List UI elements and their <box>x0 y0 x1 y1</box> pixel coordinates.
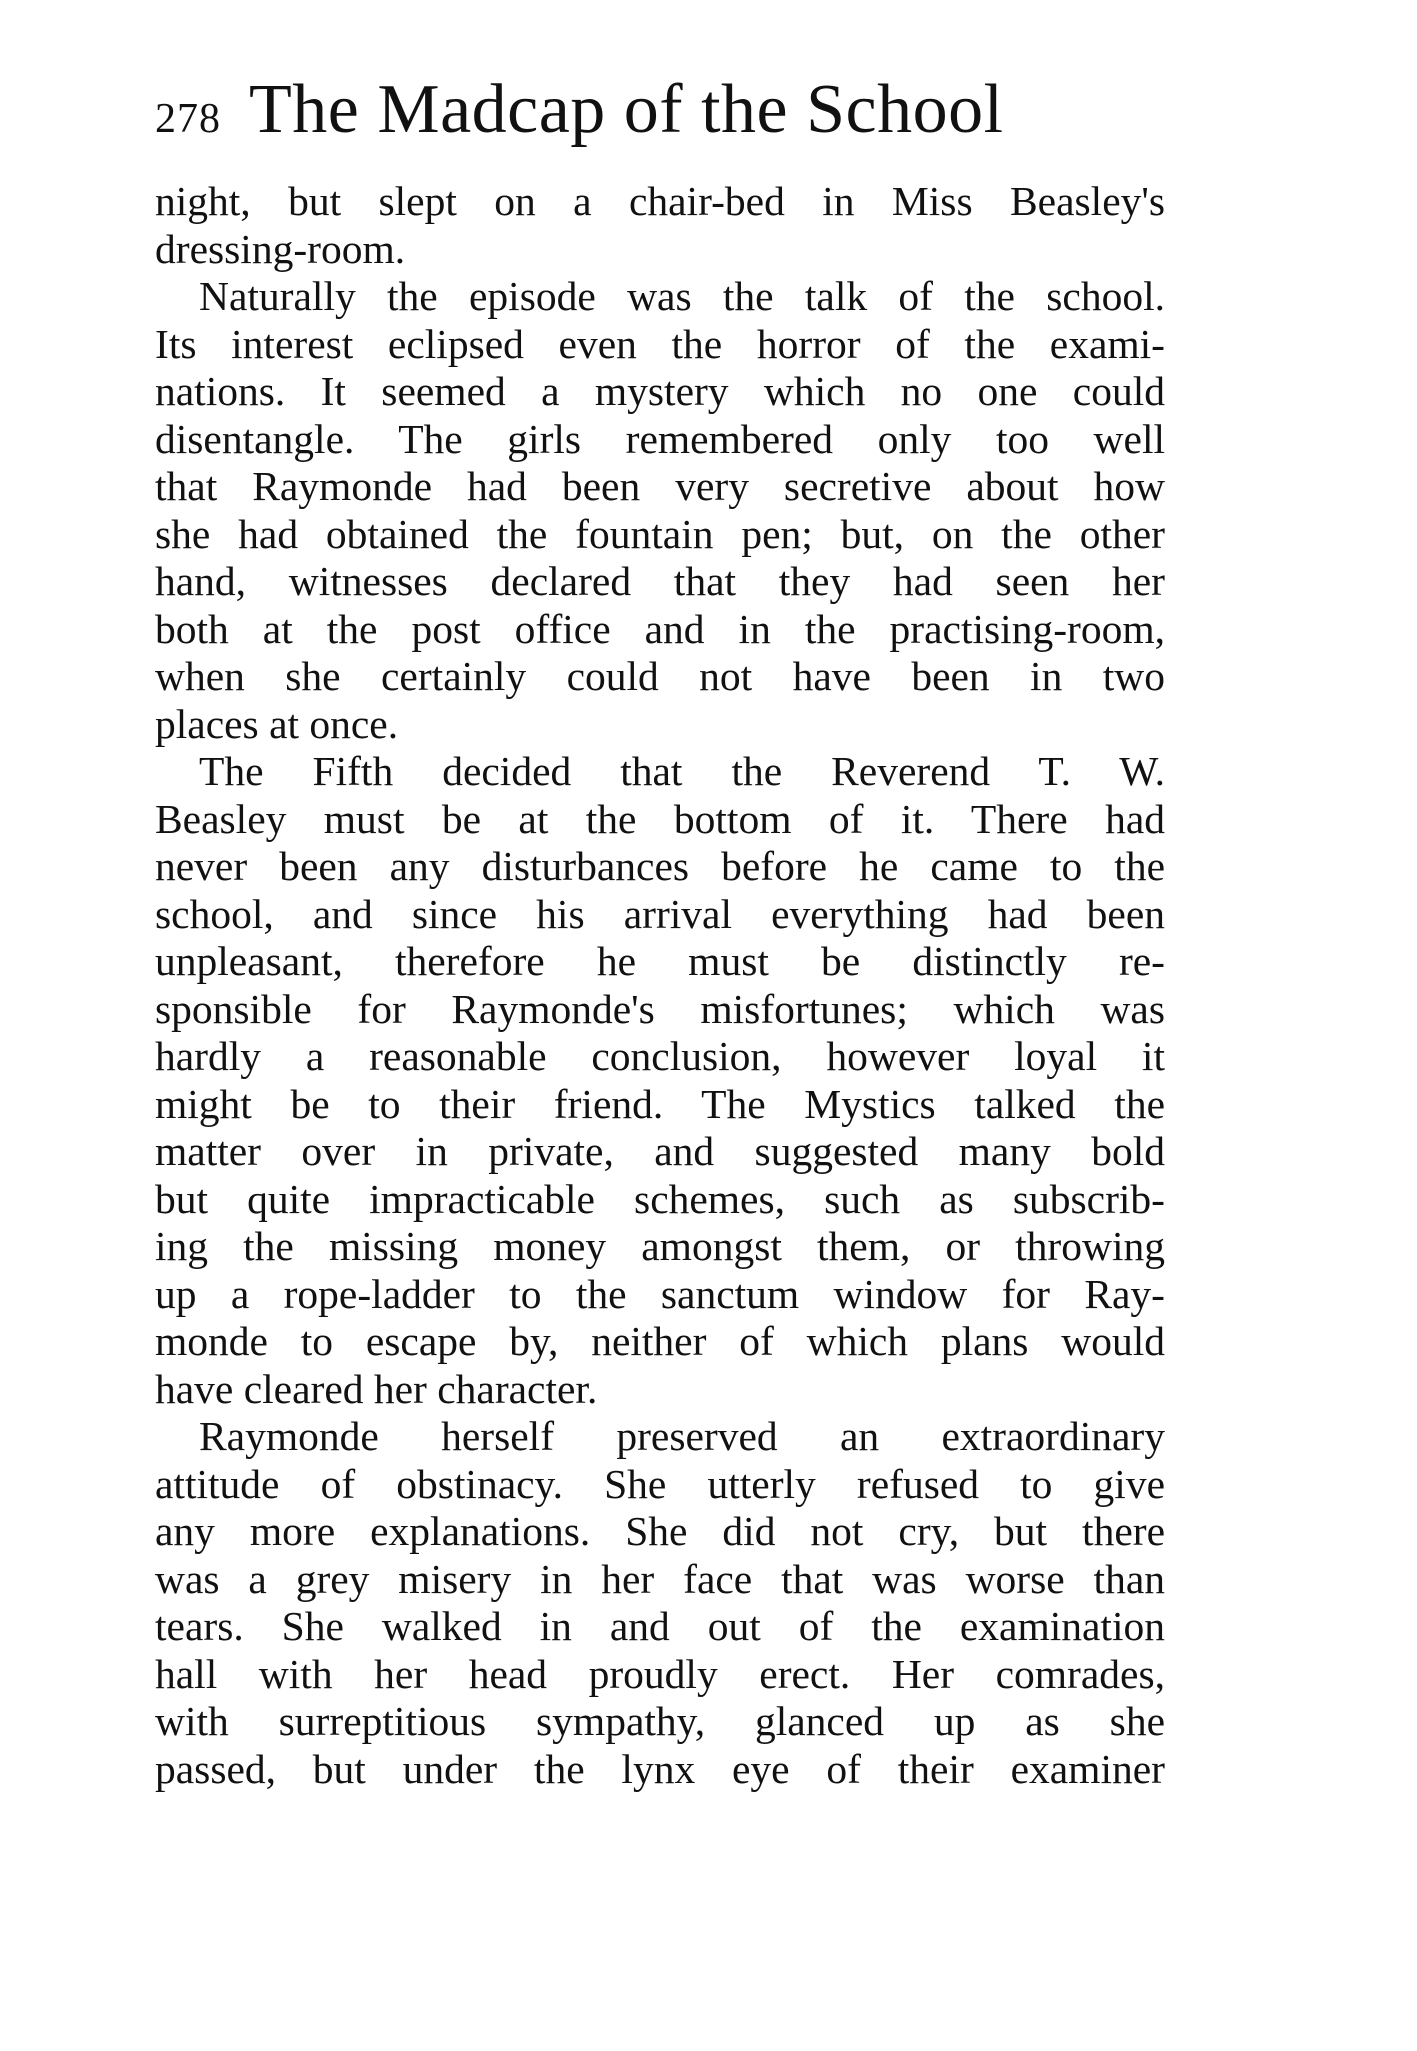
running-head <box>155 70 1165 160</box>
text-line: that Raymonde had been very secretive about how <box>155 463 1165 509</box>
text-line: Raymonde herself preserved an extraordinary <box>199 1413 1165 1459</box>
text-line: monde to escape by, neither of which plans would <box>155 1318 1165 1364</box>
text-line: have cleared her character. <box>155 1365 598 1412</box>
text-line: unpleasant, therefore he must be distinctly re- <box>155 938 1165 984</box>
text-line: both at the post office and in the practising-room, <box>155 605 1165 652</box>
text-line: night, but slept on a chair-bed in Miss Beasley's <box>155 178 1165 224</box>
text-line: matter over in private, and suggested many bold <box>155 1128 1165 1174</box>
text-line: disentangle. The girls remembered only too well <box>155 415 1165 462</box>
text-line: The Fifth decided that the Reverend T. W. <box>199 748 1165 794</box>
body-text <box>155 178 1165 1793</box>
text-line: places at once. <box>155 700 399 747</box>
text-line: school, and since his arrival everything had been <box>155 890 1165 937</box>
text-line: any more explanations. She did not cry, but there <box>155 1508 1165 1554</box>
text-line: sponsible for Raymonde's misfortunes; which was <box>155 985 1165 1032</box>
text-line: Its interest eclipsed even the horror of the exami- <box>155 320 1165 367</box>
running-title: The Madcap of the School <box>249 71 1004 148</box>
text-line: ing the missing money amongst them, or throwing <box>155 1223 1165 1269</box>
text-line: never been any disturbances before he came to the <box>155 843 1165 889</box>
text-line: with surreptitious sympathy, glanced up as she <box>155 1698 1165 1744</box>
text-line: up a rope-ladder to the sanctum window for Ray- <box>155 1270 1165 1317</box>
text-line: might be to their friend. The Mystics talked the <box>155 1080 1165 1127</box>
text-line: attitude of obstinacy. She utterly refused to give <box>155 1460 1165 1507</box>
text-line: hall with her head proudly erect. Her comrades, <box>155 1650 1165 1697</box>
text-line: hardly a reasonable conclusion, however loyal it <box>155 1033 1165 1079</box>
text-line: Naturally the episode was the talk of the school. <box>199 273 1165 319</box>
text-line: hand, witnesses declared that they had seen her <box>155 558 1165 604</box>
text-line: dressing-room. <box>155 225 406 272</box>
page-number: 278 <box>155 96 221 142</box>
text-line: nations. It seemed a mystery which no one could <box>155 368 1165 414</box>
text-line: she had obtained the fountain pen; but, on the other <box>155 510 1165 557</box>
text-line: when she certainly could not have been in two <box>155 653 1165 699</box>
text-line: Beasley must be at the bottom of it. There had <box>155 795 1165 842</box>
text-line: passed, but under the lynx eye of their examiner <box>155 1745 1165 1792</box>
text-line: was a grey misery in her face that was worse than <box>155 1555 1165 1602</box>
text-line: but quite impracticable schemes, such as subscrib- <box>155 1175 1165 1222</box>
text-line: tears. She walked in and out of the examination <box>155 1603 1165 1649</box>
